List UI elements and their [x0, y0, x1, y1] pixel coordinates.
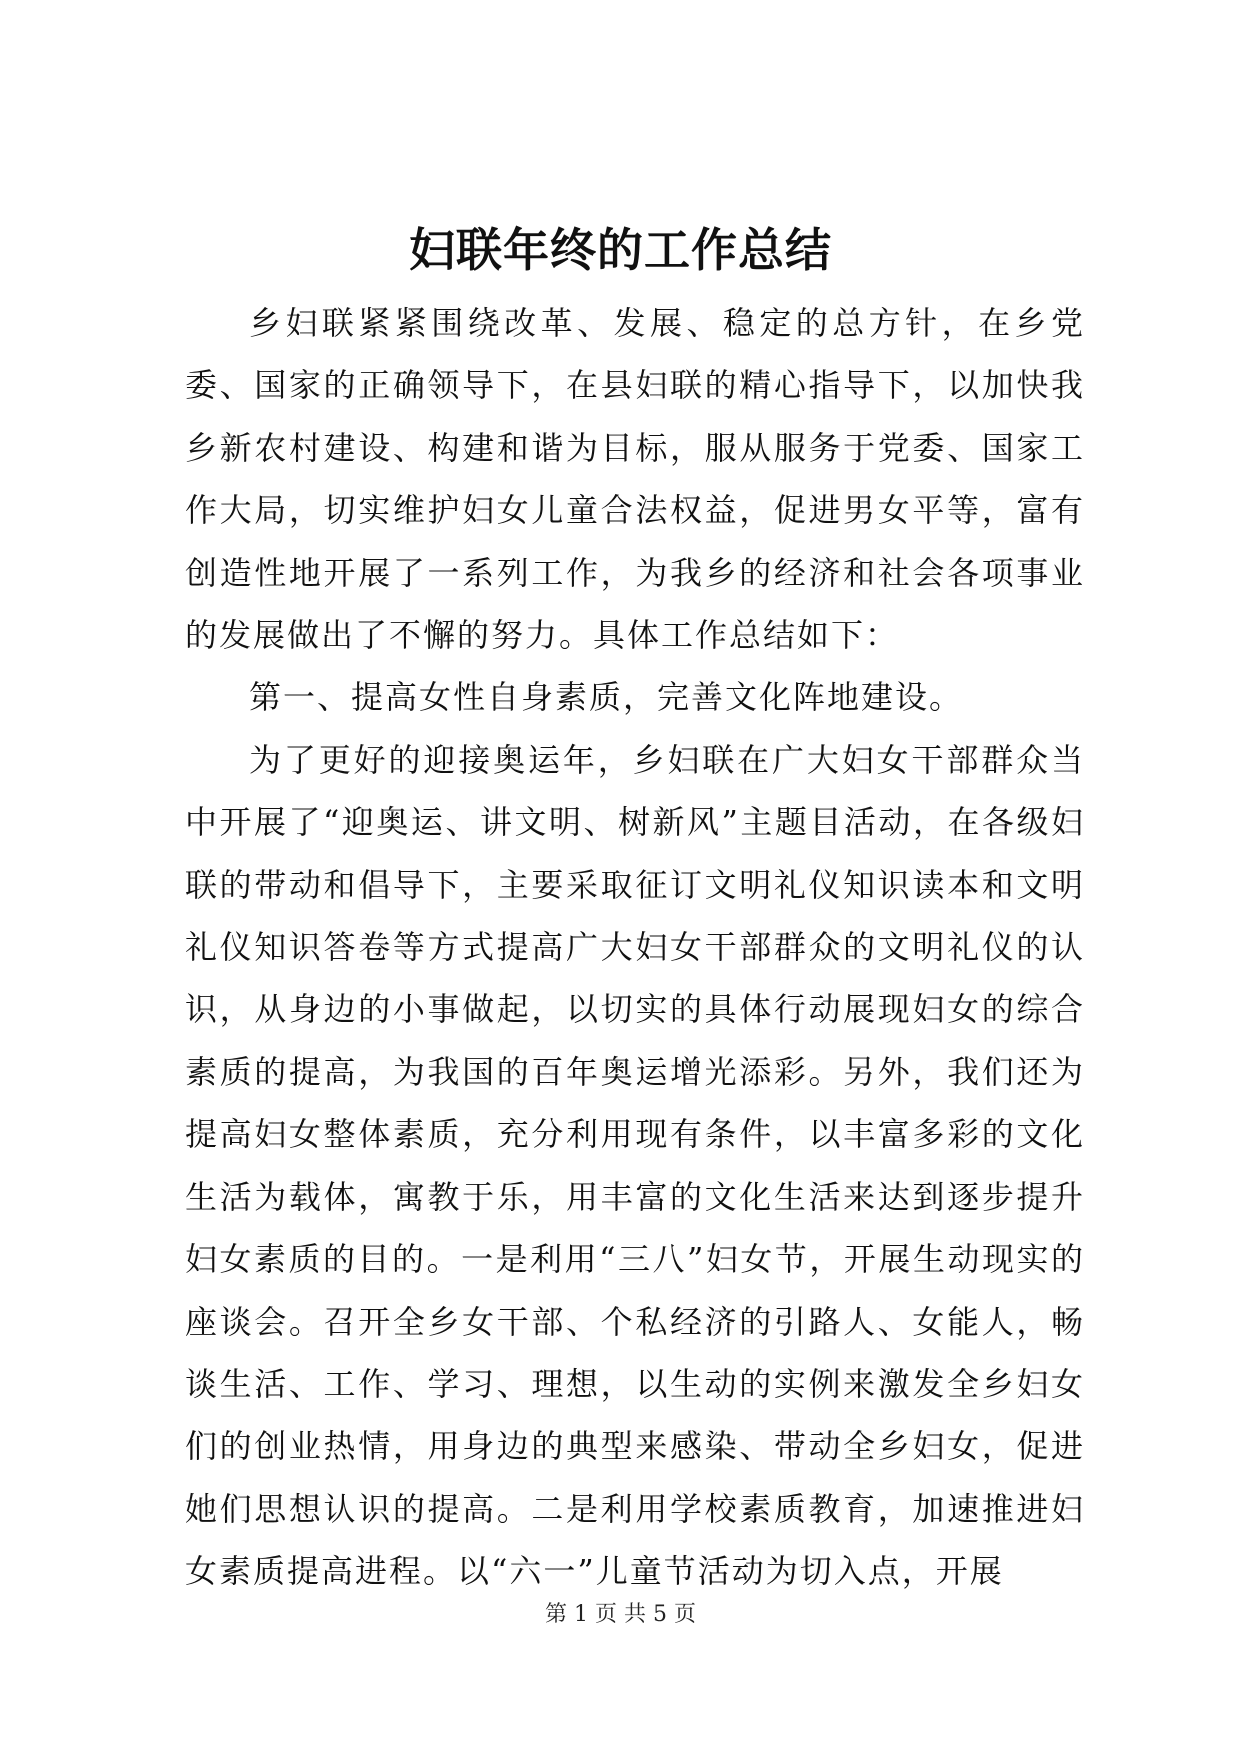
page-footer: 第 1 页 共 5 页: [545, 1602, 696, 1627]
paragraph-section-heading: 第一、提高女性自身素质，完善文化阵地建设。: [249, 678, 964, 717]
paragraph-body: 为了更好的迎接奥运年，乡妇联在广大妇女干部群众当中开展了“迎奥运、讲文明、树新风”主题目活动，在各级妇联的带动和倡导下，主要采取征订文明礼仪知识读本和文明礼仪知识答卷等方式提高广大妇女干部群众的文明礼仪的认识，从身边的小事做起，以切实的具体行动展现妇女的综合素质的提高，为我国的百年奥运增光添彩。另外，我们还为提高妇女整体素质，充分利用现有条件，以丰富多彩的文化生活为载体，寓教于乐，用丰富的文化生活来达到逐步提升妇女素质的目的。一是利用“三八”妇女节，开展生动现实的座谈会。召开全乡女干部、个私经济的引路人、女能人，畅谈生活、工作、学习、理想，以生动的实例来激发全乡妇女们的创业热情，用身边的典型来感染、带动全乡妇女，促进她们思想认识的提高。二是利用学校素质教育，加速推进妇女素质提高进程。以“六一”儿童节活动为切入点，开展: [185, 740, 1085, 1591]
document-title: 妇联年终的工作总结: [409, 223, 832, 277]
paragraph-intro: 乡妇联紧紧围绕改革、发展、稳定的总方针，在乡党委、国家的正确领导下，在县妇联的精心指导下，以加快我乡新农村建设、构建和谐为目标，服从服务于党委、国家工作大局，切实维护妇女儿童合法权益，促进男女平等，富有创造性地开展了一系列工作，为我乡的经济和社会各项事业的发展做出了不懈的努力。具体工作总结如下：: [185, 304, 1085, 655]
document-body: [185, 292, 1085, 1603]
